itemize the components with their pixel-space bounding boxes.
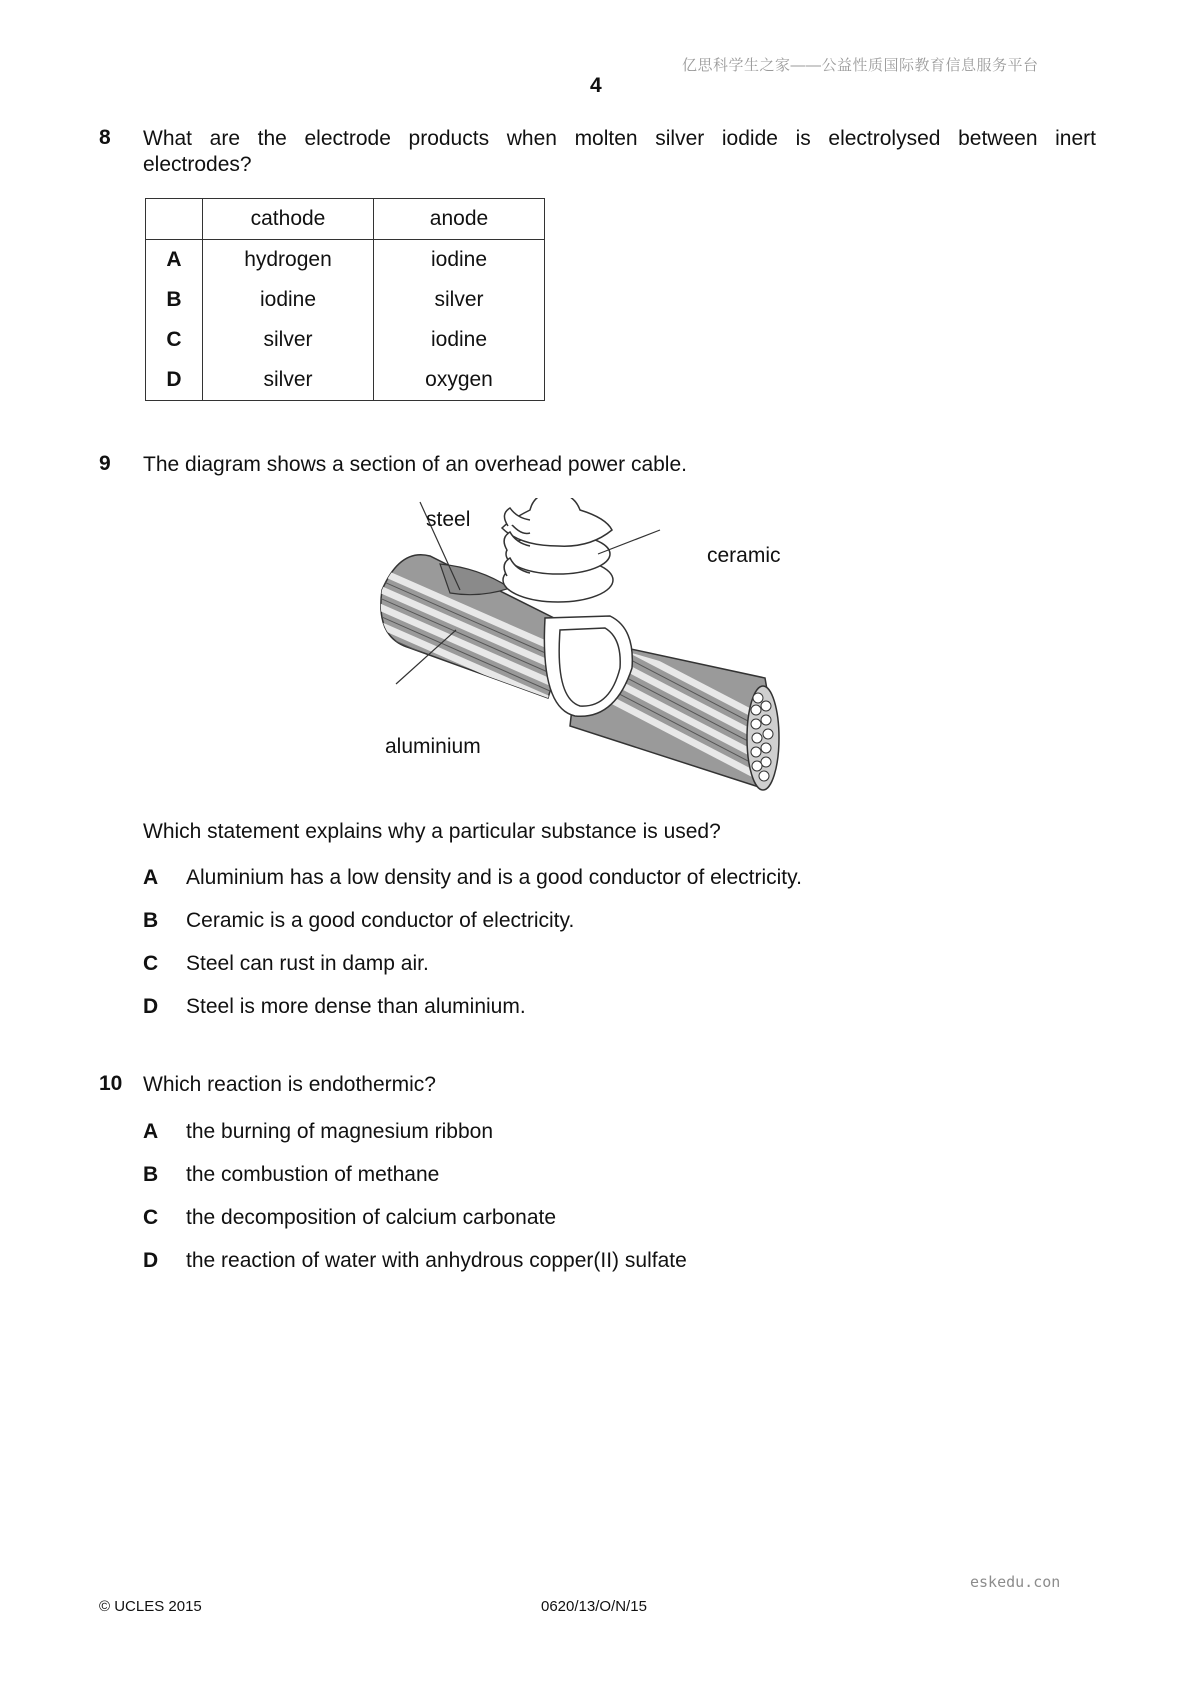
option-letter: A <box>143 866 159 889</box>
question-8-number: 8 <box>99 126 111 149</box>
option-letter: C <box>143 1206 159 1229</box>
row-anode: iodine <box>374 320 545 360</box>
question-8-text-line2: electrodes? <box>143 153 252 176</box>
option-text: the reaction of water with anhydrous copper(II) sulfate <box>186 1249 687 1272</box>
table-header-cathode: cathode <box>203 199 374 240</box>
row-cathode: hydrogen <box>203 240 374 281</box>
table-row <box>146 280 545 320</box>
question-10-number: 10 <box>99 1072 123 1095</box>
label-steel: steel <box>426 508 471 531</box>
question-9-option <box>143 949 429 979</box>
option-letter: B <box>143 1163 159 1186</box>
table-row <box>146 240 545 281</box>
option-letter: B <box>143 909 159 932</box>
option-letter: D <box>143 995 159 1018</box>
row-anode: iodine <box>374 240 545 281</box>
option-letter: D <box>143 1249 159 1272</box>
page-number: 4 <box>590 74 602 97</box>
question-10-option <box>143 1160 439 1190</box>
header-watermark: 亿思科学生之家——公益性质国际教育信息服务平台 <box>682 57 1039 74</box>
row-letter: C <box>146 320 203 360</box>
row-cathode: iodine <box>203 280 374 320</box>
row-letter: B <box>146 280 203 320</box>
question-8-text-line1: What are the electrode products when molten silver iodide is electrolysed between inert <box>143 127 1096 150</box>
question-10-option <box>143 1246 687 1276</box>
option-letter: C <box>143 952 159 975</box>
question-9-prompt: Which statement explains why a particular substance is used? <box>143 820 721 843</box>
option-text: Ceramic is a good conductor of electricity. <box>186 909 575 932</box>
footer-paper-code: 0620/13/O/N/15 <box>541 1598 647 1615</box>
footer-copyright: © UCLES 2015 <box>99 1598 202 1615</box>
option-text: Steel is more dense than aluminium. <box>186 995 526 1018</box>
option-text: Steel can rust in damp air. <box>186 952 429 975</box>
row-letter: D <box>146 360 203 401</box>
row-letter: A <box>146 240 203 281</box>
row-cathode: silver <box>203 360 374 401</box>
label-ceramic: ceramic <box>707 544 781 567</box>
option-text: Aluminium has a low density and is a good conductor of electricity. <box>186 866 802 889</box>
question-10-option <box>143 1203 556 1233</box>
option-text: the decomposition of calcium carbonate <box>186 1206 557 1229</box>
option-text: the burning of magnesium ribbon <box>186 1120 494 1143</box>
table-row <box>146 320 545 360</box>
question-10-text: Which reaction is endothermic? <box>143 1073 436 1096</box>
question-8-answer-table <box>145 198 545 401</box>
question-10-option <box>143 1117 493 1147</box>
question-9-option <box>143 992 526 1022</box>
option-letter: A <box>143 1120 159 1143</box>
label-aluminium: aluminium <box>385 735 481 758</box>
table-row <box>146 360 545 401</box>
question-9-option <box>143 863 802 893</box>
footer-site-mark: eskedu.con <box>970 1573 1061 1591</box>
option-text: the combustion of methane <box>186 1163 440 1186</box>
question-9-number: 9 <box>99 452 111 475</box>
row-cathode: silver <box>203 320 374 360</box>
table-header-row <box>146 199 545 240</box>
row-anode: oxygen <box>374 360 545 401</box>
question-9-text: The diagram shows a section of an overhead power cable. <box>143 453 687 476</box>
table-header-anode: anode <box>374 199 545 240</box>
row-anode: silver <box>374 280 545 320</box>
table-header-blank <box>146 199 203 240</box>
question-9-option <box>143 906 574 936</box>
